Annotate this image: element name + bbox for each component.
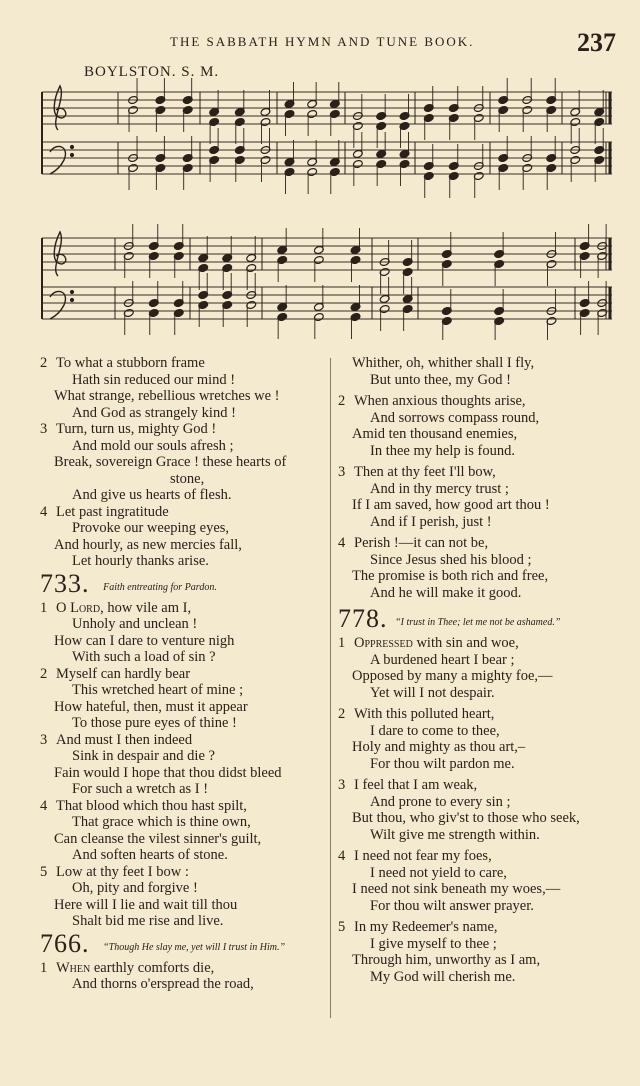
verse-line: And soften hearts of stone. <box>72 847 228 863</box>
verse-line: Unholy and unclean ! <box>72 616 198 632</box>
column-divider <box>330 358 331 1018</box>
hymn-766 <box>40 960 340 993</box>
verse-line: Through him, unworthy as I am, <box>352 952 541 968</box>
staff-lines <box>42 92 612 319</box>
verse-line: How hateful, then, must it appear <box>54 698 248 715</box>
bass-clef-dot <box>71 299 74 302</box>
verse-line: Fain would I hope that thou didst bleed <box>54 764 282 781</box>
verse-line: A burdened heart I bear ; <box>370 651 515 668</box>
verse-line: For such a wretch as I ! <box>72 781 209 797</box>
verse-line: Provoke our weeping eyes, <box>72 520 230 536</box>
hymn-733 <box>40 600 340 930</box>
hymn-number: 778. <box>338 604 388 633</box>
verse-line: Hath sin reduced our mind ! <box>72 371 236 388</box>
verse-line: Shalt bid me rise and live. <box>72 913 224 929</box>
hymn-continued <box>40 355 340 570</box>
bass-clef <box>50 146 65 174</box>
verse-line: I give myself to thee ; <box>370 935 497 952</box>
verse-number: 3 <box>40 731 48 748</box>
verse-line: How can I dare to venture nigh <box>54 632 235 649</box>
verse-line: What strange, rebellious wretches we ! <box>54 388 280 404</box>
hymn-title: Faith entreating for Pardon. <box>103 581 217 593</box>
verse-line: And in thy mercy trust ; <box>370 480 509 497</box>
verse-number: 2 <box>338 706 346 722</box>
verse-line: And mold our souls afresh ; <box>72 437 234 454</box>
verse-number: 4 <box>40 503 48 520</box>
verse-line: Myself can hardly bear <box>56 665 191 682</box>
tune-name: BOYLSTON. S. M. <box>84 64 220 80</box>
verse-number: 5 <box>40 863 48 880</box>
verse-line: If I am saved, how good art thou ! <box>352 497 550 513</box>
verse-line: And must I then indeed <box>56 731 193 748</box>
verse-line: I need not sink beneath my woes,— <box>352 881 561 897</box>
verse-number: 5 <box>338 919 346 935</box>
verse-line: And sorrows compass round, <box>370 409 540 426</box>
bass-clef <box>50 291 65 319</box>
verse-line: The promise is both rich and free, <box>352 568 549 584</box>
music-score <box>0 0 640 340</box>
verse-line: Break, sovereign Grace ! these hearts of <box>54 454 287 470</box>
first-word: Oppressed <box>354 635 413 651</box>
verse-line: When anxious thoughts arise, <box>354 393 526 409</box>
verse-line: In thee my help is found. <box>370 442 515 459</box>
notes <box>123 78 607 340</box>
right-column <box>338 355 628 985</box>
first-word: O Lord, <box>56 599 104 616</box>
verse-line: Holy and mighty as thou art,– <box>352 739 526 755</box>
verse-line: I feel that I am weak, <box>354 777 478 793</box>
verse-line: Here will I lie and wait till thou <box>54 896 238 913</box>
verse-number: 1 <box>40 959 48 976</box>
verse-line: But thou, who giv'st to those who seek, <box>352 810 580 826</box>
verse-line: This wretched heart of mine ; <box>72 682 244 698</box>
bass-clef-dot <box>71 291 74 294</box>
verse-line: To those pure eyes of thine ! <box>72 715 237 731</box>
verse-line: My God will cherish me. <box>370 968 516 985</box>
verse-number: 1 <box>40 599 48 616</box>
hymn-number: 733. <box>40 568 90 598</box>
verse-line: That grace which is thine own, <box>72 814 251 830</box>
verse-2 <box>40 355 340 421</box>
verse-line: I need not yield to care, <box>370 864 507 881</box>
verse-line: To what a stubborn frame <box>56 355 205 371</box>
page-number: 237 <box>577 28 616 57</box>
verse-number: 3 <box>40 421 48 437</box>
verse-line: Low at thy feet I bow : <box>56 863 189 880</box>
verse-line: Let hourly thanks arise. <box>72 553 209 569</box>
verse-line: Turn, turn us, mighty God ! <box>56 421 217 437</box>
verse-line: Sink in despair and die ? <box>72 748 215 764</box>
running-title: THE SABBATH HYMN AND TUNE BOOK. <box>170 34 475 49</box>
verse-line: For thou wilt answer prayer. <box>370 897 534 914</box>
verse-line: stone, <box>170 470 205 487</box>
verse-line: Opposed by many a mighty foe,— <box>352 668 553 684</box>
verse-line: With this polluted heart, <box>354 706 495 722</box>
verse-line: With such a load of sin ? <box>72 649 216 665</box>
bass-clef-dot <box>71 154 74 157</box>
verse-number: 4 <box>338 535 346 551</box>
verse-number: 1 <box>338 635 346 651</box>
verse-line: Whither, oh, whither shall I fly, <box>352 355 535 371</box>
verse-line: Yet will I not despair. <box>370 684 495 701</box>
verse-4 <box>40 504 340 570</box>
verse-line: For thou wilt pardon me. <box>370 755 515 772</box>
verse-line: In my Redeemer's name, <box>354 919 498 935</box>
verse-number: 4 <box>40 797 48 814</box>
verse-number: 4 <box>338 848 346 864</box>
hymn-766-continued <box>338 355 628 601</box>
hymn-number: 766. <box>40 928 90 958</box>
verse-line: Since Jesus shed his blood ; <box>370 551 532 568</box>
verse-line: And thorns o'erspread the road, <box>72 976 254 992</box>
hymn-heading <box>40 928 340 960</box>
hymn-778 <box>338 635 628 985</box>
verse-line: I dare to come to thee, <box>370 722 500 739</box>
clefs <box>50 86 73 319</box>
verse-line: Amid ten thousand enemies, <box>352 426 518 442</box>
verse-number: 2 <box>40 355 48 371</box>
left-column <box>40 355 340 993</box>
verse-line: how vile am I, <box>103 599 192 616</box>
verse-line: Can cleanse the vilest sinner's guilt, <box>54 830 262 847</box>
verse-number: 2 <box>338 393 346 409</box>
hymn-heading <box>40 568 340 600</box>
verse-line: Wilt give me strength within. <box>370 826 540 843</box>
hymn-heading <box>338 604 628 635</box>
verse-3 <box>40 421 340 504</box>
verse-line: And give us hearts of flesh. <box>72 487 232 503</box>
verse-line: And prone to every sin ; <box>370 793 511 810</box>
verse-line: That blood which thou hast spilt, <box>56 797 247 814</box>
verse-line: And hourly, as new mercies fall, <box>54 536 242 553</box>
hymn-title: “Though He slay me, yet will I trust in Him.” <box>103 941 286 953</box>
verse-line: And he will make it good. <box>370 584 522 601</box>
verse-line: Oh, pity and forgive ! <box>72 880 198 896</box>
verse-line: I need not fear my foes, <box>354 848 492 864</box>
hymn-title: “I trust in Thee; let me not be ashamed.” <box>395 617 561 628</box>
verse-line: And if I perish, just ! <box>370 513 492 530</box>
verse-line: But unto thee, my God ! <box>370 371 511 388</box>
verse-line: Perish !—it can not be, <box>354 535 489 551</box>
first-word: When <box>56 959 91 976</box>
verse-number: 2 <box>40 665 48 682</box>
verse-number: 3 <box>338 777 346 793</box>
bass-clef-dot <box>71 146 74 149</box>
verse-line: Let past ingratitude <box>56 503 169 520</box>
verse-line: with sin and woe, <box>412 635 519 651</box>
verse-number: 3 <box>338 464 346 480</box>
verse-line: earthly comforts die, <box>90 959 215 976</box>
bar-lines <box>42 92 610 319</box>
verse-line: And God as strangely kind ! <box>72 404 236 421</box>
verse-line: Then at thy feet I'll bow, <box>354 464 496 480</box>
